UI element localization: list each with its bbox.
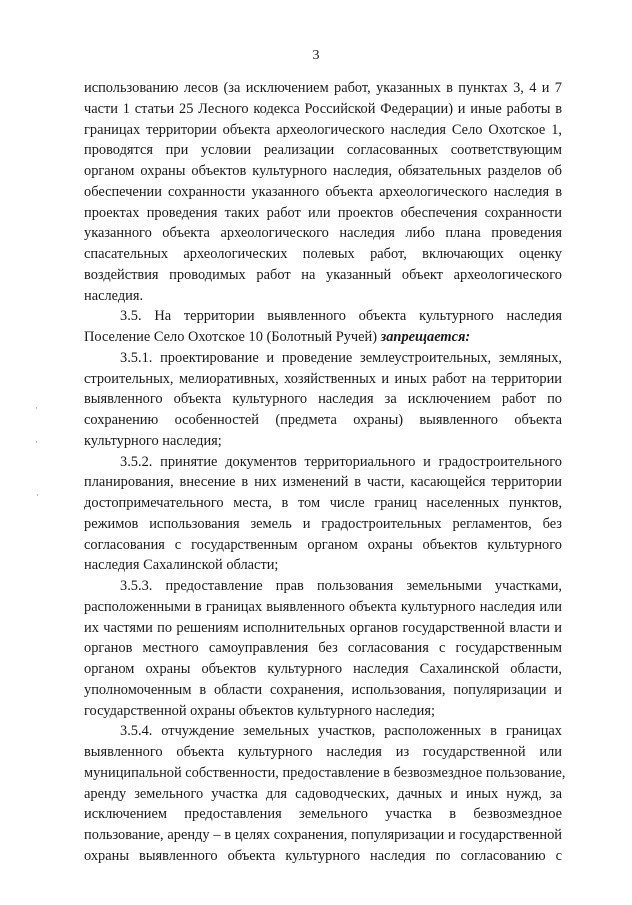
- text-line: проводятся при условии реализации согласованных соответствующим: [84, 142, 562, 159]
- text-line: государственной охраны объектов культурного наследия;: [84, 702, 435, 719]
- text-line: охраны выявленного объекта культурного наследия по согласованию с: [84, 847, 562, 864]
- scan-speck: ·: [36, 490, 39, 500]
- paragraph: [84, 78, 562, 306]
- text-line: проектах проведения таких работ или проектов обеспечения сохранности: [84, 204, 562, 221]
- text-line: наследия.: [84, 287, 144, 304]
- text-line: расположенными в границах выявленного объекта культурного наследия или: [84, 598, 562, 615]
- text-line: 3.5.3. предоставление прав пользования земельными участками,: [120, 578, 562, 594]
- text-line: культурного наследия;: [84, 432, 222, 449]
- text-line: наследия Сахалинской области;: [84, 557, 279, 574]
- text-line: спасательных археологических полевых работ, включающих оценку: [84, 246, 562, 262]
- text-fragment: Поселение Село Охотское 10 (Болотный Ручей): [84, 329, 381, 345]
- text-line: аренду земельного участка для садоводческих, дачных и иных нужд, за: [84, 785, 562, 802]
- paragraph-3-5: [84, 306, 562, 348]
- text-line: 3.5.4. отчуждение земельных участков, расположенных в границах: [120, 723, 562, 740]
- text-line: пользование, аренду – в целях сохранения, популяризации и государственной: [84, 827, 562, 843]
- text-line: выявленного объекта культурного наследия за исключением работ по: [84, 391, 562, 408]
- text-line: 3.5. На территории выявленного объекта культурного наследия: [120, 308, 562, 325]
- document-body: [84, 78, 566, 867]
- text-line: режимов использования земель и градостроительных регламентов, без: [84, 515, 562, 532]
- text-line: органов местного самоуправления без согласования с государственным: [84, 640, 562, 657]
- text-line: границах территории объекта археологического наследия Село Охотское 1,: [84, 121, 562, 138]
- text-line: органом охраны объектов культурного наследия Сахалинской области,: [84, 661, 562, 677]
- page-number: 3: [312, 48, 320, 63]
- text-line: [84, 327, 562, 348]
- paragraph-3-5-4: [84, 721, 566, 866]
- text-line: использованию лесов (за исключением работ, указанных в пунктах 3, 4 и 7: [84, 80, 562, 96]
- text-line: части 1 статьи 25 Лесного кодекса Российской Федерации) и иные работы в: [84, 100, 562, 117]
- text-line: строительных, мелиоративных, хозяйственных и иных работ на территории: [84, 370, 562, 387]
- paragraph-3-5-3: [84, 576, 562, 721]
- text-line: органом охраны объектов культурного наследия, обязательных разделов об: [84, 163, 562, 179]
- text-line: обеспечении сохранности указанного объекта археологического наследия в: [84, 183, 562, 200]
- text-line: согласования с государственным органом охраны объектов культурного: [84, 536, 562, 553]
- text-line: воздействия проводимых работ на указанный объект археологического: [84, 266, 562, 283]
- text-line: планирования, внесение в них изменений в части, касающейся территории: [84, 474, 562, 491]
- text-line: их частями по решениям исполнительных органов государственной власти и: [84, 619, 562, 636]
- text-line: 3.5.2. принятие документов территориального и градостроительного: [120, 453, 562, 470]
- text-line: указанного объекта археологического наследия либо плана проведения: [84, 225, 562, 242]
- text-line: исключением предоставления земельного участка в безвозмездное: [84, 806, 562, 823]
- text-line: уполномоченным в области сохранения, использования, популяризации и: [84, 681, 562, 698]
- text-line: сохранению особенностей (предмета охраны) выявленного объекта: [84, 412, 562, 428]
- text-line: выявленного объекта культурного наследия из государственной или: [84, 744, 562, 760]
- text-line: 3.5.1. проектирование и проведение землеустроительных, земляных,: [120, 349, 562, 366]
- text-line: достопримечательного места, в том числе границ населенных пунктов,: [84, 495, 562, 511]
- text-line: муниципальной собственности, предоставление в безвозмездное пользование,: [84, 764, 566, 781]
- paragraph-3-5-2: [84, 452, 562, 577]
- paragraph-3-5-1: [84, 348, 562, 452]
- scan-speck: ·: [35, 437, 38, 447]
- emphasis-text: запрещается:: [380, 329, 471, 345]
- scan-speck: ·: [35, 403, 38, 413]
